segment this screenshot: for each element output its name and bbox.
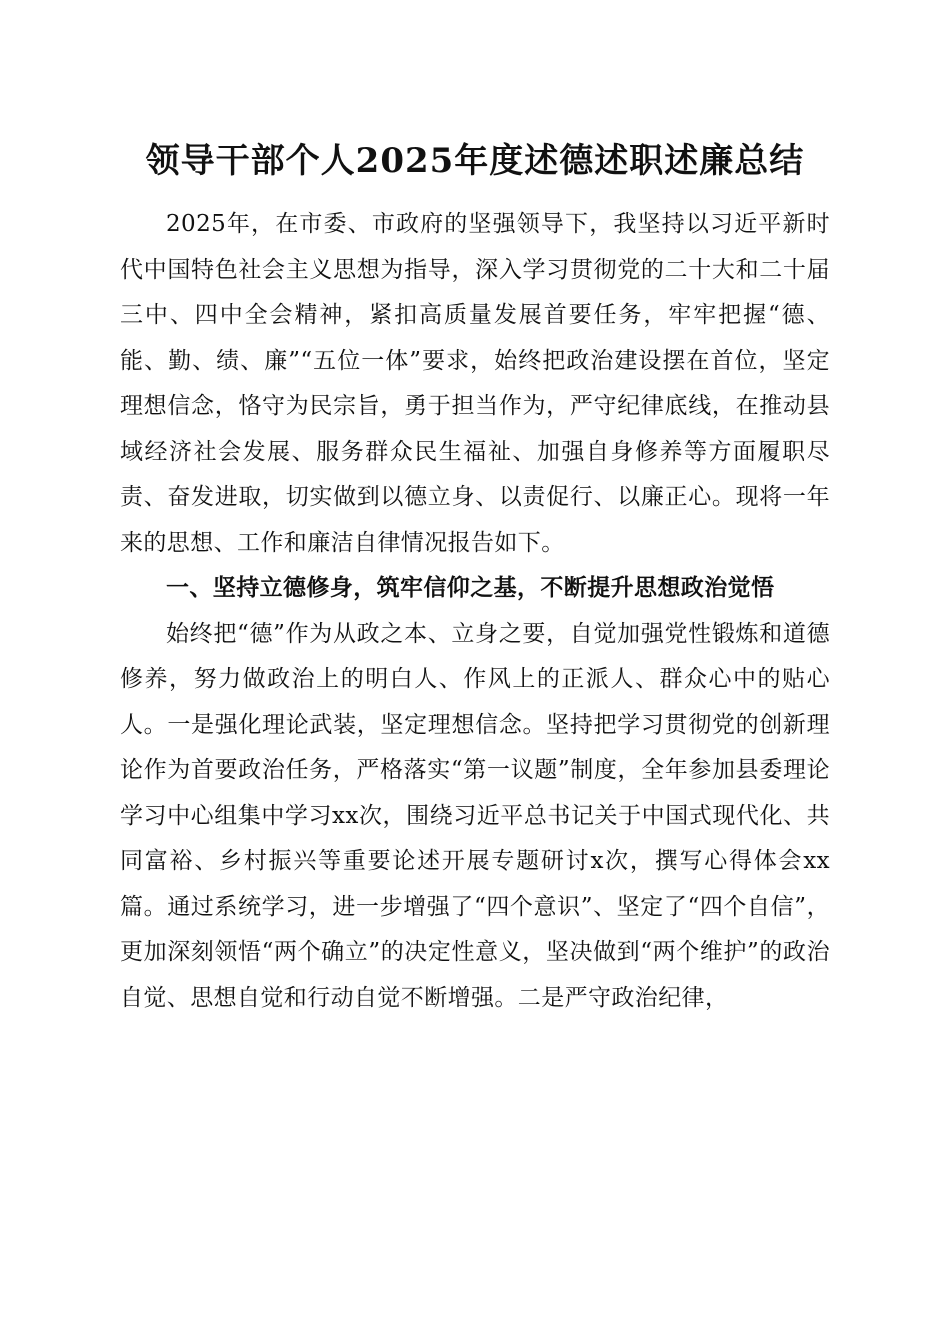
section-1-paragraph: 始终把“德”作为从政之本、立身之要，自觉加强党性锻炼和道德修养，努力做政治上的明白人、作风上的正派人、群众心中的贴心人。一是强化理论武装，坚定理想信念。坚持把学习贯彻党的创新理论作为首要政治任务，严格落实“第一议题”制度，全年参加县委理论学习中心组集中学习xx次，围绕习近平总书记关于中国式现代化、共同富裕、乡村振兴等重要论述开展专题研讨x次，撰写心得体会xx篇。通过系统学习，进一步增强了“四个意识”、坚定了“四个自信”，更加深刻领悟“两个确立”的决定性意义，坚决做到“两个维护”的政治自觉、思想自觉和行动自觉不断增强。二是严守政治纪律， [120, 620, 830, 1011]
document-title: 领导干部个人2025年度述德述职述廉总结 [145, 141, 805, 181]
intro-paragraph: 2025年，在市委、市政府的坚强领导下，我坚持以习近平新时代中国特色社会主义思想为指导，深入学习贯彻党的二十大和二十届三中、四中全会精神，紧扣高质量发展首要任务，牢牢把握“德、能、勤、绩、廉”“五位一体”要求，始终把政治建设摆在首位，坚定理想信念，恪守为民宗旨，勇于担当作为，严守纪律底线，在推动县域经济社会发展、服务群众民生福祉、加强自身修养等方面履职尽责、奋发进取，切实做到以德立身、以责促行、以廉正心。现将一年来的思想、工作和廉洁自律情况报告如下。 [120, 211, 830, 556]
document-body [120, 202, 830, 1021]
section-1-heading: 一、坚持立德修身，筑牢信仰之基，不断提升思想政治觉悟 [166, 575, 775, 601]
